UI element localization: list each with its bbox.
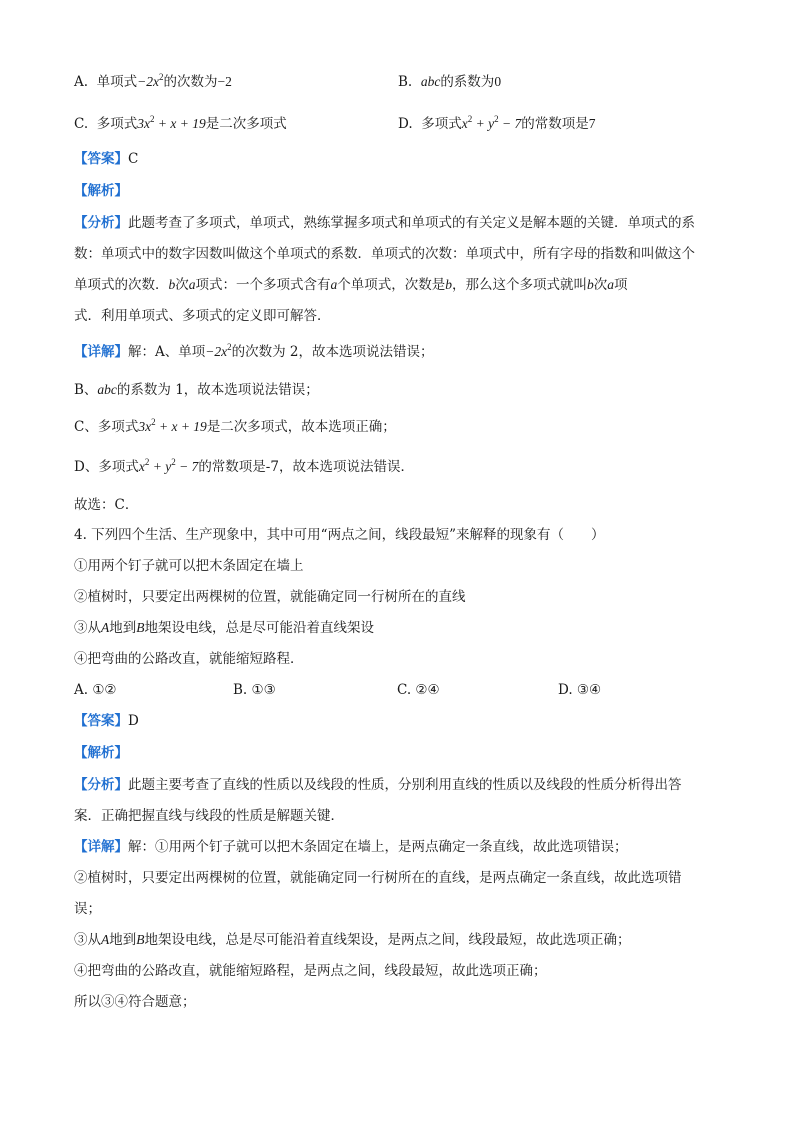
analysis-paragraph: 案．正确把握直线与线段的性质是解题关键． — [74, 808, 344, 824]
detail-line: ②植树时，只要定出两棵树的位置，就能确定同一行树所在的直线，是两点确定一条直线，故此选项错 — [74, 870, 682, 886]
analysis-heading: 【解析】 — [74, 183, 128, 199]
analysis-heading: 【解析】 — [74, 745, 128, 761]
detail-line: D、多项式$x^2 + y^2 - 7$的常数项是-7，故本选项说法错误． — [74, 457, 414, 475]
list-item: ①用两个钉子就可以把木条固定在墙上 — [74, 558, 304, 574]
detail-line: 误； — [74, 901, 101, 917]
analysis-paragraph: 【分析】此题主要考查了直线的性质以及线段的性质，分别利用直线的性质以及线段的性质分析得出答 — [74, 777, 682, 793]
detail-line: C、多项式$3x^2 + x + 19$是二次多项式，故本选项正确； — [74, 417, 396, 435]
conclusion-line: 故选：C． — [74, 497, 139, 513]
option-a: A. 单项式$-2x^2$的次数为−2 — [74, 72, 232, 90]
list-item: ④把弯曲的公路改直，就能缩短路程． — [74, 651, 304, 667]
analysis-paragraph: 【分析】此题考查了多项式，单项式，熟练掌握多项式和单项式的有关定义是解本题的关键．单项式的系 — [74, 215, 695, 231]
answer-tag: 【答案】 — [74, 151, 128, 167]
analysis-paragraph: 单项式的次数．b次a项式：一个多项式含有a个单项式，次数是b，那么这个多项式就叫b次a项 — [74, 277, 628, 293]
detail-line: ④把弯曲的公路改直，就能缩短路程，是两点之间，线段最短，故此选项正确； — [74, 963, 547, 979]
option-d: D. 多项式$x^2 + y^2 - 7$的常数项是7 — [398, 114, 596, 132]
choice-a: A. ①② — [74, 682, 117, 698]
option-c: C. 多项式$3x^2 + x + 19$是二次多项式 — [74, 114, 287, 132]
answer-line: 【答案】D — [74, 713, 139, 729]
analysis-paragraph: 数：单项式中的数字因数叫做这个单项式的系数．单项式的次数：单项式中，所有字母的指数和叫做这个 — [74, 246, 695, 262]
detail-line: 【详解】解：A、单项$-2x^2$的次数为 2，故本选项说法错误； — [74, 342, 434, 360]
list-item: ②植树时，只要定出两棵树的位置，就能确定同一行树所在的直线 — [74, 589, 466, 605]
choice-b: B. ①③ — [233, 682, 276, 698]
analysis-paragraph: 式．利用单项式、多项式的定义即可解答． — [74, 308, 331, 324]
option-b: B. abc的系数为0 — [398, 74, 502, 90]
conclusion-line: 所以③④符合题意； — [74, 994, 196, 1010]
answer-line: 【答案】C — [74, 151, 139, 167]
choice-d: D. ③④ — [558, 682, 602, 698]
choice-c: C. ②④ — [397, 682, 440, 698]
detail-line: 【详解】解：①用两个钉子就可以把木条固定在墙上，是两点确定一条直线，故此选项错误； — [74, 839, 628, 855]
detail-line: B、abc的系数为 1，故本选项说法错误； — [74, 382, 319, 398]
question-stem: 4. 下列四个生活、生产现象中，其中可用“两点之间，线段最短”来解释的现象有（ ） — [74, 527, 605, 543]
detail-line: ③从A地到B地架设电线，总是尽可能沿着直线架设，是两点之间，线段最短，故此选项正确； — [74, 932, 631, 948]
answer-tag: 【答案】 — [74, 713, 128, 729]
list-item: ③从A地到B地架设电线，总是尽可能沿着直线架设 — [74, 620, 374, 636]
